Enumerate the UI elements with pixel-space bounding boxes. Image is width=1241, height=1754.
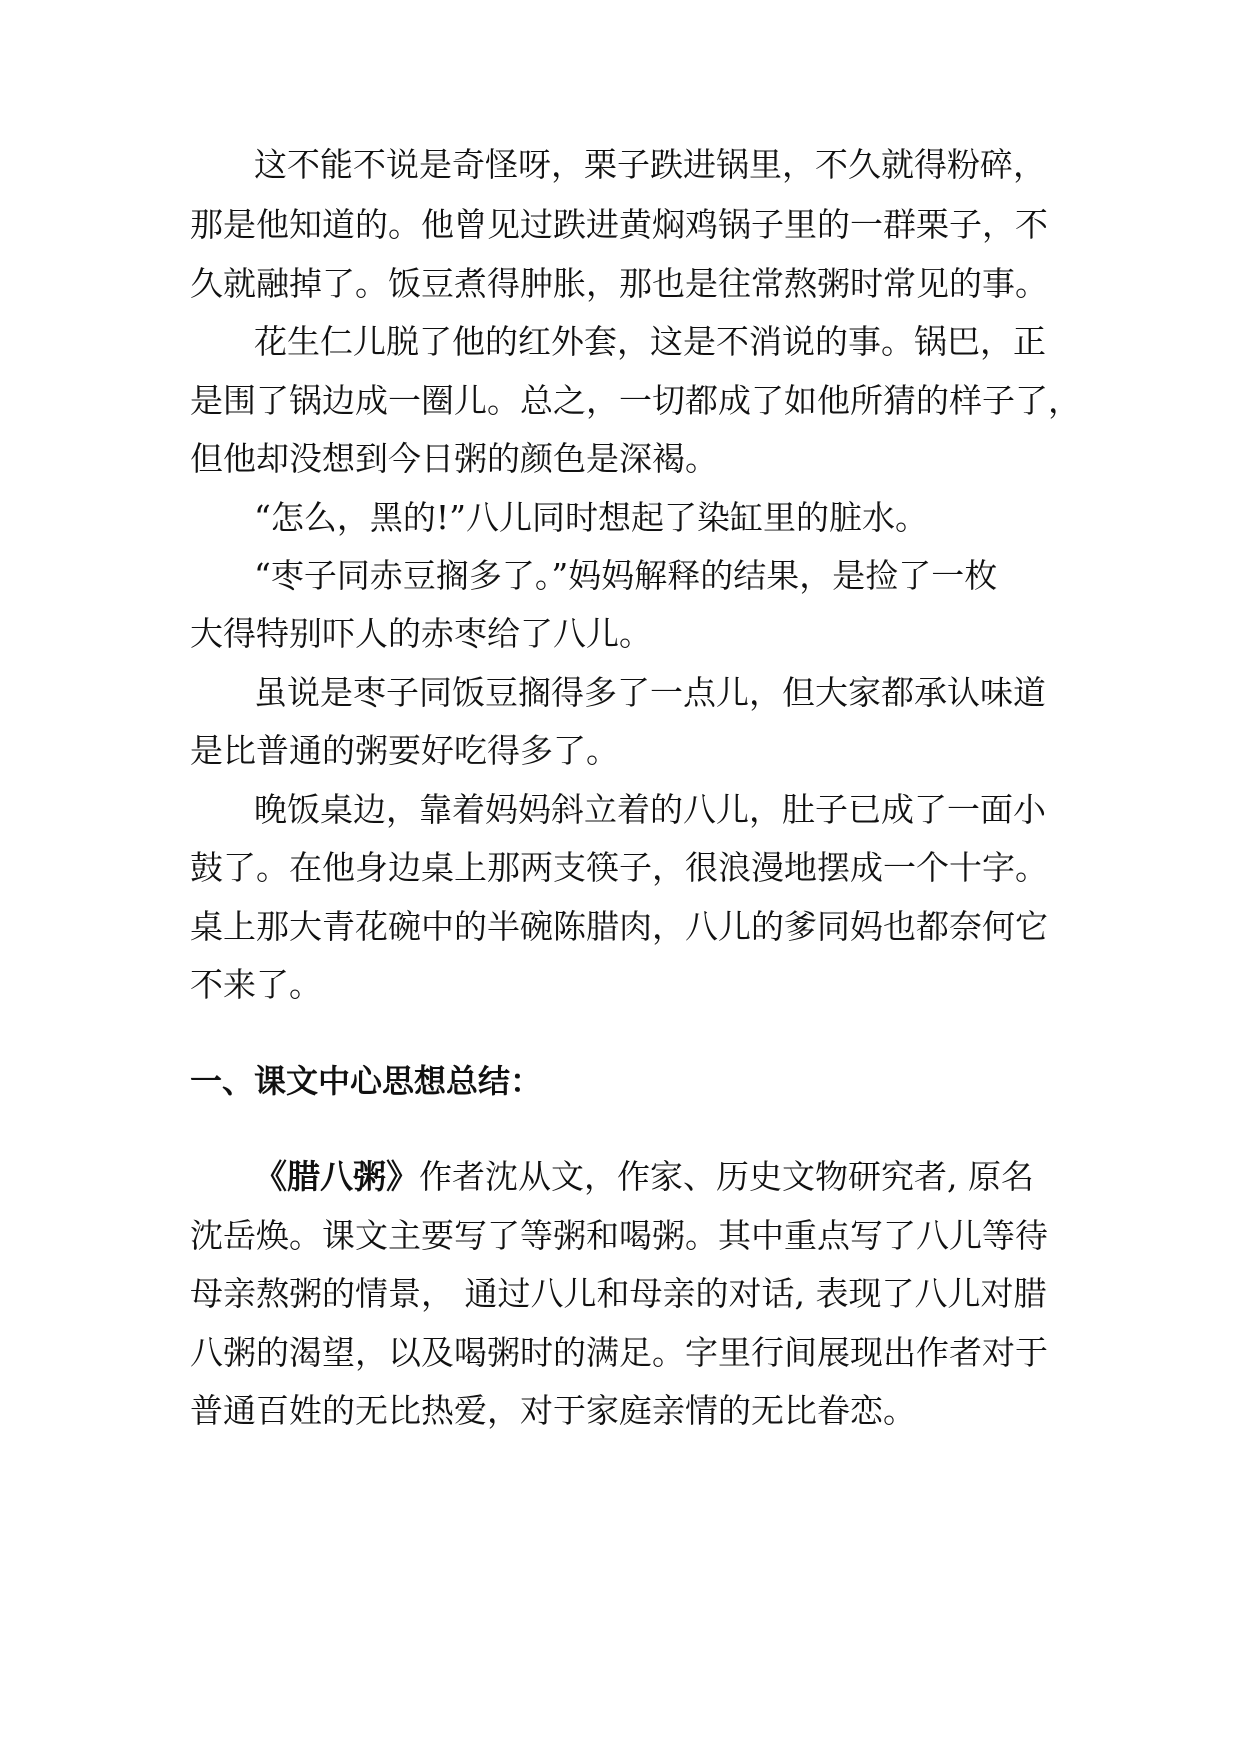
summary-line: 沈岳焕。课文主要写了等粥和喝粥。其中重点写了八儿等待 [190,1216,1048,1255]
body-line: 那是他知道的。他曾见过跌进黄焖鸡锅子里的一群栗子，不 [190,205,1048,244]
body-line: “怎么，黑的!”八儿同时想起了染缸里的脏水。 [254,498,929,537]
body-line: 晚饭桌边，靠着妈妈斜立着的八儿，肚子已成了一面小 [254,790,1046,829]
summary-line: 普通百姓的无比热爱，对于家庭亲情的无比眷恋。 [190,1391,916,1430]
body-line: “枣子同赤豆搁多了。”妈妈解释的结果，是捡了一枚 [254,556,998,595]
summary-line: 八粥的渴望，以及喝粥时的满足。字里行间展现出作者对于 [190,1333,1048,1372]
body-line: 是比普通的粥要好吃得多了。 [190,731,619,770]
summary-line: 母亲熬粥的情景， 通过八儿和母亲的对话, 表现了八儿对腊 [190,1274,1047,1313]
summary-line [254,1157,1034,1197]
body-line: 桌上那大青花碗中的半碗陈腊肉，八儿的爹同妈也都奈何它 [190,907,1048,946]
section-heading: 一、课文中心思想总结： [190,1062,543,1100]
body-line: 但他却没想到今日粥的颜色是深褐。 [190,439,718,478]
body-line: 大得特别吓人的赤枣给了八儿。 [190,614,652,653]
body-line: 久就融掉了。饭豆煮得肿胀，那也是往常熬粥时常见的事。 [190,264,1048,303]
body-line: 鼓了。在他身边桌上那两支筷子，很浪漫地摆成一个十字。 [190,848,1048,887]
body-line: 是围了锅边成一圈儿。总之，一切都成了如他所猜的样子了， [190,381,1081,420]
summary-first-line-text: 作者沈从文，作家、历史文物研究者, 原名 [419,1157,1034,1196]
book-title: 《腊八粥》 [254,1157,419,1196]
body-line: 这不能不说是奇怪呀，栗子跌进锅里，不久就得粉碎， [254,145,1046,184]
body-line: 花生仁儿脱了他的红外套，这是不消说的事。锅巴，正 [254,322,1046,361]
body-line: 不来了。 [190,965,322,1004]
body-line: 虽说是枣子同饭豆搁得多了一点儿，但大家都承认味道 [254,673,1046,712]
